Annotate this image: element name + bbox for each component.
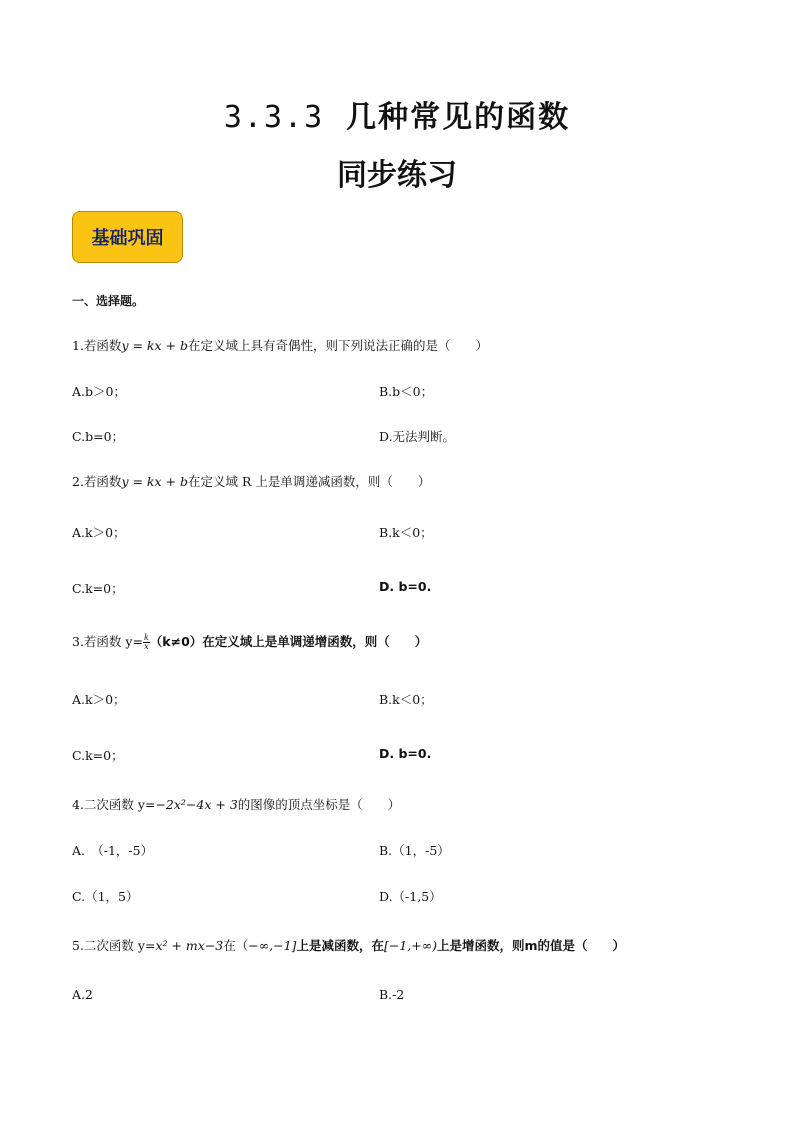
title-text: 几种常见的函数	[346, 100, 571, 135]
q5-mid2: 上是减函数，在	[296, 938, 384, 953]
q4-prefix: 4.二次函数 y=	[72, 797, 156, 812]
question-4	[72, 795, 400, 813]
section-number: 3.3.3	[223, 100, 325, 135]
q1-prefix: 1.若函数	[72, 338, 122, 353]
q5-suffix: 上是增函数，则m的值是（ ）	[437, 938, 626, 953]
q3-option-c: C.k=0；	[72, 748, 124, 763]
section-heading: 一、选择题。	[72, 294, 145, 308]
q4-option-c: C.（1，5）	[72, 889, 139, 904]
q5-prefix: 5.二次函数 y=	[72, 938, 156, 953]
q4-expression: −2x²−4x + 3	[155, 797, 238, 812]
q3-option-a: A.k＞0；	[72, 692, 126, 707]
q4-option-b: B.（1，-5）	[379, 843, 450, 858]
question-1	[72, 336, 488, 354]
q4-option-a: A. （-1，-5）	[72, 843, 154, 858]
q5-mid1: 在（	[223, 938, 249, 953]
q5-option-a: A.2	[72, 987, 93, 1002]
q5-interval2: [−1,+∞)	[383, 938, 437, 953]
q2-suffix: 在定义域 R 上是单调递减函数，则（ ）	[187, 474, 431, 489]
q3-prefix: 3.若函数 y=	[72, 634, 143, 649]
q4-option-d: D.（-1,5）	[379, 889, 442, 904]
q3-option-d: D. b=0.	[379, 746, 432, 761]
q2-prefix: 2.若函数	[72, 474, 122, 489]
q1-option-a: A.b＞0；	[72, 384, 126, 399]
q3-suffix: （k≠0）在定义域上是单调递增函数，则（ ）	[149, 634, 428, 649]
q2-option-c: C.k=0；	[72, 581, 124, 596]
q1-expression: y = kx + b	[121, 338, 188, 353]
q2-option-b: B.k＜0；	[379, 525, 433, 540]
page-title	[0, 92, 794, 136]
q3-fraction	[143, 634, 150, 651]
q2-option-d: D. b=0.	[379, 579, 432, 594]
q3-option-b: B.k＜0；	[379, 692, 433, 707]
q2-expression: y = kx + b	[121, 474, 188, 489]
page-subtitle: 同步练习	[337, 158, 457, 193]
question-2	[72, 472, 430, 490]
q1-option-c: C.b=0；	[72, 429, 125, 444]
section-badge: 基础巩固	[72, 211, 183, 263]
q1-option-d: D.无法判断。	[379, 429, 456, 444]
q3-fraction-denominator: x	[144, 642, 149, 651]
q5-option-b: B.-2	[379, 987, 405, 1002]
q3-fraction-numerator: k	[143, 633, 149, 642]
q4-suffix: 的图像的顶点坐标是（ ）	[237, 797, 401, 812]
question-3	[72, 632, 427, 651]
q5-interval1: −∞,−1]	[248, 938, 297, 953]
q5-expression: x² + mx−3	[155, 938, 224, 953]
q2-option-a: A.k＞0；	[72, 525, 126, 540]
question-5	[72, 936, 625, 954]
q1-suffix: 在定义域上具有奇偶性，则下列说法正确的是（ ）	[187, 338, 488, 353]
q1-option-b: B.b＜0；	[379, 384, 434, 399]
